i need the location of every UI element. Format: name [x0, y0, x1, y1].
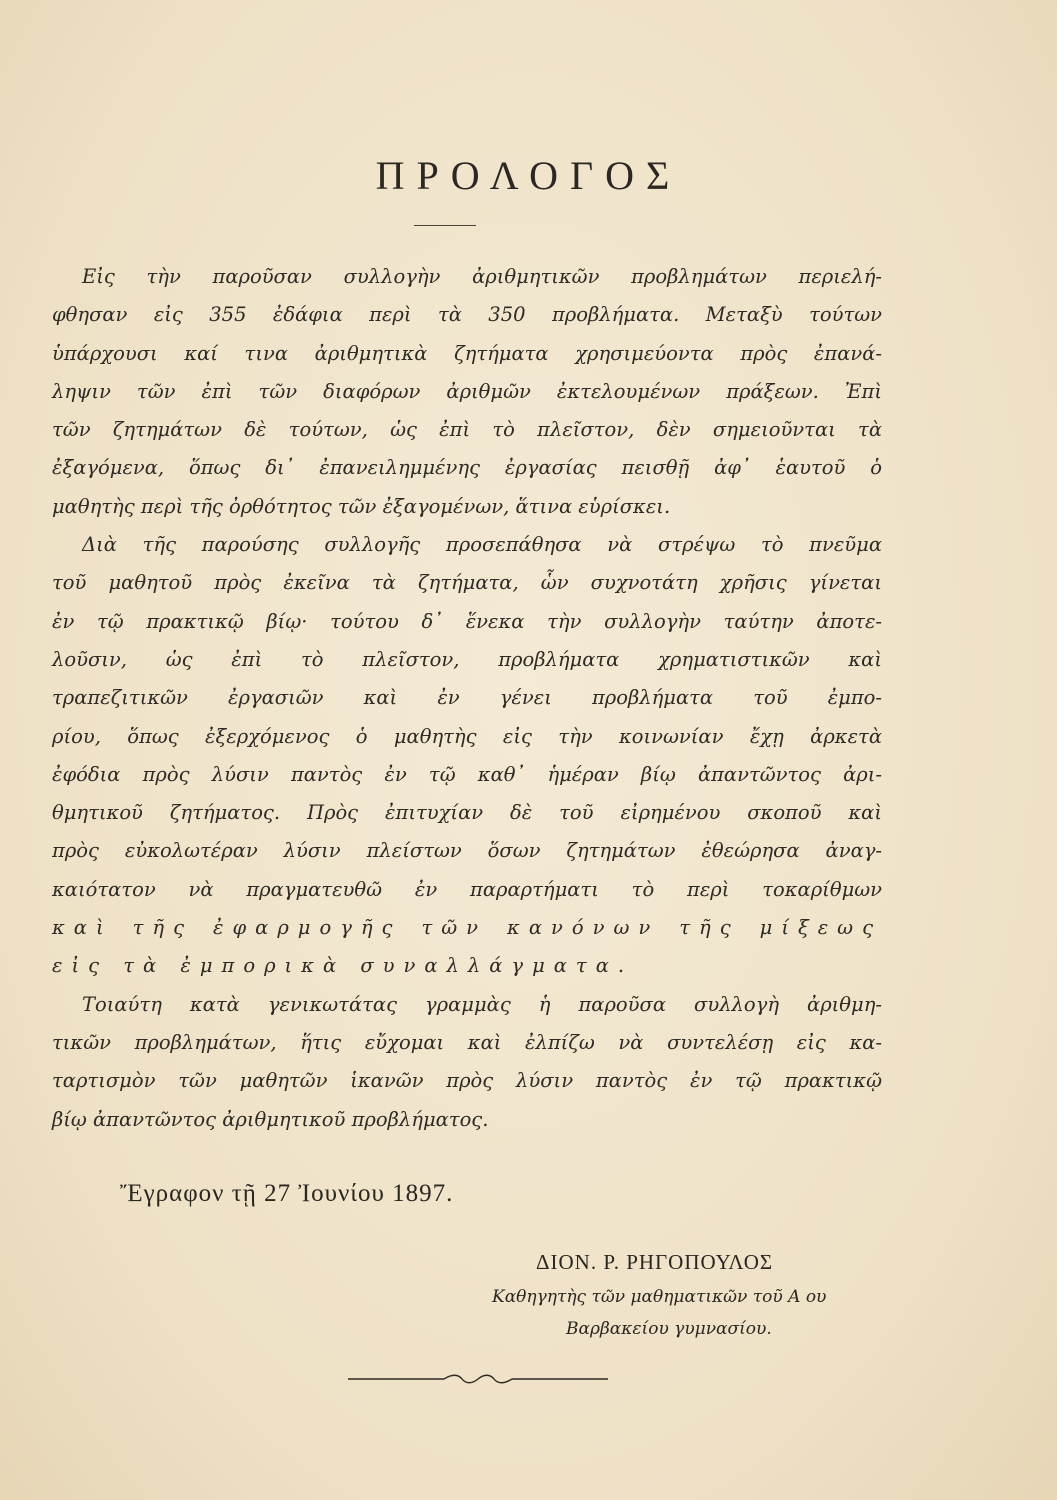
text-line: θμητικοῦ ζητήματος. Πρὸς ἐπιτυχίαν δὲ τοῦ εἰρημένου σκοποῦ καὶ: [52, 801, 882, 825]
text-line: ἐν τῷ πρακτικῷ βίῳ· τούτου δ᾽ ἕνεκα τὴν συλλογὴν ταύτην ἀποτε-: [52, 609, 882, 633]
text-line: ἐφόδια πρὸς λύσιν παντὸς ἐν τῷ καθ᾽ ἡμέραν βίῳ ἀπαντῶντος ἀρι-: [52, 762, 882, 786]
text-line: Διὰ τῆς παρούσης συλλογῆς προσεπάθησα νὰ στρέψω τὸ πνεῦμα: [82, 533, 882, 557]
text-line: ἐξαγόμενα, ὅπως δι᾽ ἐπανειλημμένης ἐργασίας πεισθῇ ἀφ᾽ ἑαυτοῦ ὁ: [52, 456, 882, 480]
text-line: καὶ τῆς ἐφαρμογῆς τῶν κανόνων τῆς μίξεως: [52, 916, 882, 940]
text-line: λοῦσιν, ὡς ἐπὶ τὸ πλεῖστον, προβλήματα χρηματιστικῶν καὶ: [52, 647, 882, 671]
date-line: Ἔγραφον τῇ 27 Ἰουνίου 1897.: [120, 1180, 454, 1207]
text-line: ρίου, ὅπως ἐξερχόμενος ὁ μαθητὴς εἰς τὴν κοινωνίαν ἔχῃ ἀρκετὰ: [52, 724, 882, 748]
text-line: μαθητὴς περὶ τῆς ὀρθότητος τῶν ἐξαγομένων, ἅτινα εὑρίσκει.: [52, 494, 671, 518]
text-line: τικῶν προβλημάτων, ἥτις εὔχομαι καὶ ἐλπίζω νὰ συντελέσῃ εἰς κα-: [52, 1030, 882, 1054]
text-line: τοῦ μαθητοῦ πρὸς ἐκεῖνα τὰ ζητήματα, ὧν συχνοτάτη χρῆσις γίνεται: [52, 571, 882, 595]
ornament-divider: [348, 1372, 608, 1386]
text-line: ληψιν τῶν ἐπὶ τῶν διαφόρων ἀριθμῶν ἐκτελουμένων πράξεων. Ἐπὶ: [52, 379, 882, 403]
author-name: ΔΙΟΝ. Ρ. ΡΗΓΟΠΟΥΛΟΣ: [536, 1250, 774, 1274]
text-line: Τοιαύτη κατὰ γενικωτάτας γραμμὰς ἡ παροῦσα συλλογὴ ἀριθμη-: [82, 992, 882, 1016]
text-line: τῶν ζητημάτων δὲ τούτων, ὡς ἐπὶ τὸ πλεῖστον, δὲν σημειοῦνται τὰ: [52, 418, 882, 442]
text-line: καιότατον νὰ πραγματευθῶ ἐν παραρτήματι τὸ περὶ τοκαρίθμων: [52, 877, 882, 901]
text-line: ταρτισμὸν τῶν μαθητῶν ἱκανῶν πρὸς λύσιν παντὸς ἐν τῷ πρακτικῷ: [52, 1069, 882, 1093]
author-school: Βαρβακείου γυμνασίου.: [566, 1319, 772, 1339]
text-line: φθησαν εἰς 355 ἐδάφια περὶ τὰ 350 προβλήματα. Μεταξὺ τούτων: [52, 303, 882, 327]
text-line: τραπεζιτικῶν ἐργασιῶν καὶ ἐν γένει προβλήματα τοῦ ἐμπο-: [52, 686, 882, 710]
text-line: εἰς τὰ ἐμπορικὰ συναλλάγματα.: [52, 954, 634, 978]
text-line: ὑπάρχουσι καί τινα ἀριθμητικὰ ζητήματα χρησιμεύοντα πρὸς ἐπανά-: [52, 341, 882, 365]
author-role: Καθηγητὴς τῶν μαθηματικῶν τοῦ Α ου: [492, 1287, 827, 1307]
page-title: ΠΡΟΛΟΓΟΣ: [375, 153, 682, 198]
title-underline: [414, 225, 476, 226]
text-line: βίῳ ἀπαντῶντος ἀριθμητικοῦ προβλήματος.: [52, 1107, 489, 1131]
text-line: πρὸς εὐκολωτέραν λύσιν πλείστων ὅσων ζητημάτων ἐθεώρησα ἀναγ-: [52, 839, 882, 863]
preface-body: [52, 258, 882, 1139]
text-line: Εἰς τὴν παροῦσαν συλλογὴν ἀριθμητικῶν προβλημάτων περιελή-: [82, 265, 882, 288]
